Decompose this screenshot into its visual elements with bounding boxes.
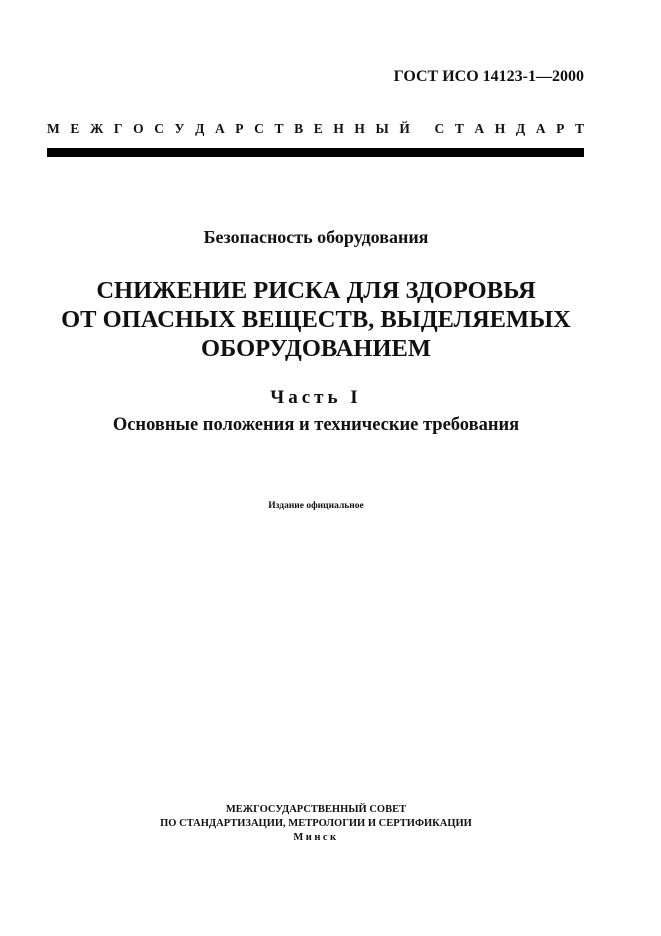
- heading-letter: Е: [70, 121, 80, 136]
- heading-letter: Е: [313, 121, 323, 136]
- heading-letter: С: [434, 121, 445, 136]
- document-title: [0, 276, 632, 363]
- title-line: СНИЖЕНИЕ РИСКА ДЛЯ ЗДОРОВЬЯ: [96, 277, 536, 304]
- heading-letter: Й: [399, 121, 410, 136]
- heading-letter: Т: [274, 121, 284, 136]
- heading-letter: Р: [235, 121, 244, 136]
- publisher-line: МЕЖГОСУДАРСТВЕННЫЙ СОВЕТ: [225, 804, 407, 815]
- standard-type-heading: [47, 121, 584, 137]
- title-line: ОБОРУДОВАНИЕМ: [201, 335, 431, 362]
- heading-letter: [421, 121, 424, 137]
- part-name: Основные положения и технические требования: [112, 415, 520, 435]
- document-subject: Безопасность оборудования: [203, 227, 429, 247]
- heading-letter: С: [254, 121, 264, 136]
- heading-letter: Н: [333, 121, 344, 136]
- heading-letter: У: [174, 121, 185, 136]
- heading-letter: Д: [195, 121, 205, 136]
- publisher-line: ПО СТАНДАРТИЗАЦИИ, МЕТРОЛОГИИ И СЕРТИФИКАЦИИ: [160, 818, 472, 829]
- heading-letter: С: [154, 121, 164, 136]
- title-line: ОТ ОПАСНЫХ ВЕЩЕСТВ, ВЫДЕЛЯЕМЫХ: [61, 306, 571, 333]
- heading-letter: М: [47, 121, 60, 136]
- header-rule: [47, 148, 584, 157]
- heading-letter: А: [474, 121, 485, 136]
- heading-letter: Н: [354, 121, 365, 136]
- heading-letter: Т: [574, 121, 584, 136]
- document-code: ГОСТ ИСО 14123-1—2000: [393, 68, 584, 85]
- publisher: [0, 803, 632, 845]
- heading-letter: Ы: [375, 121, 389, 136]
- part-number: Часть I: [270, 387, 362, 408]
- heading-letter: Н: [494, 121, 506, 136]
- heading-letter: А: [535, 121, 546, 136]
- heading-letter: Г: [113, 121, 123, 136]
- heading-letter: Т: [454, 121, 464, 136]
- heading-letter: Ж: [89, 121, 104, 136]
- edition-label: Издание официальное: [268, 501, 364, 511]
- heading-letter: О: [133, 121, 144, 136]
- heading-letter: Р: [556, 121, 565, 136]
- heading-letter: В: [294, 121, 304, 136]
- publisher-city: Минск: [293, 832, 339, 843]
- heading-letter: А: [214, 121, 225, 136]
- heading-letter: Д: [515, 121, 526, 136]
